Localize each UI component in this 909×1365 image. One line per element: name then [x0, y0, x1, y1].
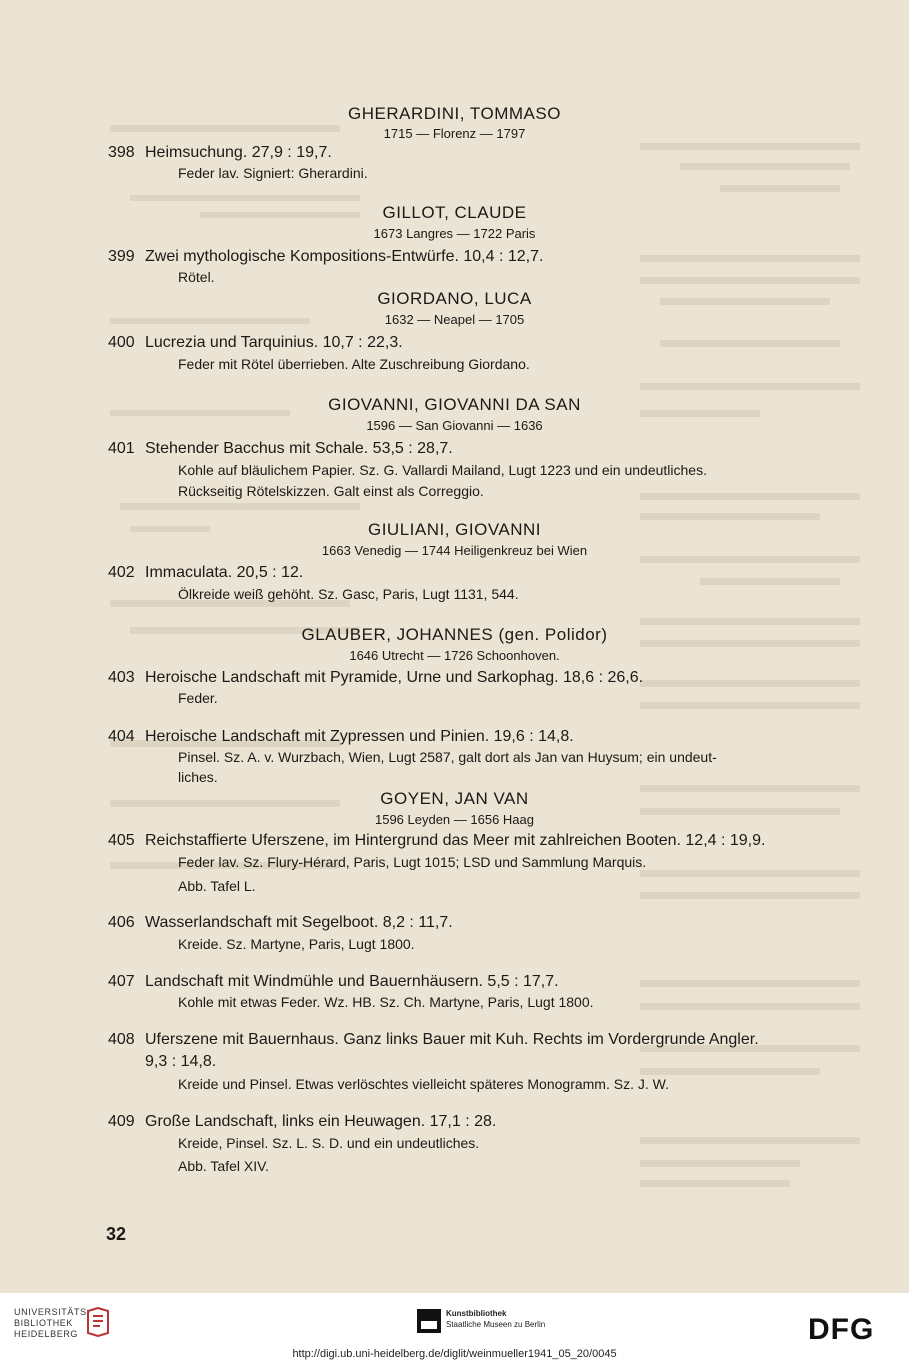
- catalog-lot-continuation: [0, 1052, 909, 1072]
- lot-description: Ölkreide weiß gehöht. Sz. Gasc, Paris, Lugt 1131, 544.: [178, 586, 519, 602]
- artist-heading: GIULIANI, GIOVANNI: [367, 520, 542, 539]
- page-number: 32: [106, 1224, 127, 1244]
- artist-dates: 1715 — Florenz — 1797: [383, 126, 526, 141]
- lot-number: 407: [108, 973, 135, 990]
- lot-title: Immaculata. 20,5 : 12.: [145, 564, 304, 581]
- lot-title: Lucrezia und Tarquinius. 10,7 : 22,3.: [145, 334, 403, 351]
- lot-description: Abb. Tafel L.: [178, 878, 256, 894]
- lot-number: 404: [108, 728, 135, 745]
- lot-description: Kohle auf bläulichem Papier. Sz. G. Vallardi Mailand, Lugt 1223 und ein undeutliches.: [178, 462, 707, 478]
- lot-title: Landschaft mit Windmühle und Bauernhäusern. 5,5 : 17,7.: [145, 973, 559, 990]
- lot-title: Heimsuchung. 27,9 : 19,7.: [145, 144, 332, 161]
- lot-title: Uferszene mit Bauernhaus. Ganz links Bauer mit Kuh. Rechts im Vordergrunde Angler.: [145, 1031, 759, 1048]
- catalog-lot: [0, 972, 909, 992]
- catalog-lot: [0, 143, 909, 163]
- lot-description: Kreide und Pinsel. Etwas verlöschtes vielleicht späteres Monogramm. Sz. J. W.: [178, 1076, 669, 1092]
- lot-description: liches.: [178, 769, 218, 785]
- kb-title: Kunstbibliothek: [446, 1309, 507, 1318]
- catalog-lot: [0, 1112, 909, 1132]
- lot-description: Feder.: [178, 690, 218, 706]
- page-url[interactable]: http://digi.ub.uni-heidelberg.de/diglit/weinmueller1941_05_20/0045: [292, 1348, 617, 1360]
- artist-dates: 1663 Venedig — 1744 Heiligenkreuz bei Wien: [321, 543, 588, 558]
- library-name[interactable]: [14, 1307, 90, 1340]
- footer-bar: [0, 1293, 909, 1365]
- lot-number: 399: [108, 248, 135, 265]
- artist-dates: 1632 — Neapel — 1705: [384, 312, 525, 327]
- lot-number: 400: [108, 334, 135, 351]
- catalog-lot: [0, 913, 909, 933]
- catalog-lot: [0, 247, 909, 267]
- lot-description: Pinsel. Sz. A. v. Wurzbach, Wien, Lugt 2587, galt dort als Jan van Huysum; ein undeut-: [178, 749, 717, 765]
- library-name-line: UNIVERSITÄTS-: [14, 1307, 91, 1317]
- catalog-lot: [0, 668, 909, 688]
- catalog-lot: [0, 727, 909, 747]
- library-name-line: BIBLIOTHEK: [14, 1318, 74, 1328]
- lot-title: Heroische Landschaft mit Zypressen und Pinien. 19,6 : 14,8.: [145, 728, 574, 745]
- artist-heading: GLAUBER, JOHANNES (gen. Polidor): [301, 625, 608, 644]
- lot-title: Wasserlandschaft mit Segelboot. 8,2 : 11,7.: [145, 914, 453, 931]
- catalog-lot: [0, 1030, 909, 1050]
- lot-title: Stehender Bacchus mit Schale. 53,5 : 28,7.: [145, 440, 453, 457]
- lot-description: Kreide. Sz. Martyne, Paris, Lugt 1800.: [178, 936, 415, 952]
- lot-title: Große Landschaft, links ein Heuwagen. 17,1 : 28.: [145, 1113, 497, 1130]
- lot-title: Zwei mythologische Kompositions-Entwürfe. 10,4 : 12,7.: [145, 248, 544, 265]
- lot-number: 408: [108, 1031, 135, 1048]
- library-name-line: HEIDELBERG: [14, 1329, 79, 1339]
- artist-heading: GILLOT, CLAUDE: [382, 203, 527, 222]
- artist-dates: 1673 Langres — 1722 Paris: [373, 226, 536, 241]
- lot-title: Heroische Landschaft mit Pyramide, Urne und Sarkophag. 18,6 : 26,6.: [145, 669, 644, 686]
- catalog-lot: [0, 439, 909, 459]
- lot-number: 405: [108, 832, 135, 849]
- lot-number: 403: [108, 669, 135, 686]
- kunstbibliothek-label[interactable]: [446, 1308, 545, 1330]
- artist-heading: GOYEN, JAN VAN: [380, 789, 529, 808]
- catalog-lot: [0, 831, 909, 851]
- lot-title: Reichstaffierte Uferszene, im Hintergrund das Meer mit zahlreichen Booten. 12,4 : 19,9.: [145, 832, 766, 849]
- lot-description: Rötel.: [178, 269, 215, 285]
- lot-description: Feder lav. Sz. Flury-Hérard, Paris, Lugt 1015; LSD und Sammlung Marquis.: [178, 854, 647, 870]
- artist-heading: GHERARDINI, TOMMASO: [348, 104, 561, 123]
- lot-title-continuation: 9,3 : 14,8.: [145, 1053, 217, 1070]
- lot-number: 398: [108, 144, 135, 161]
- dfg-logo[interactable]: DFG: [808, 1313, 875, 1346]
- lot-description: Kohle mit etwas Feder. Wz. HB. Sz. Ch. Martyne, Paris, Lugt 1800.: [178, 994, 594, 1010]
- lot-number: 409: [108, 1113, 135, 1130]
- kunstbibliothek-logo-icon[interactable]: [417, 1309, 441, 1333]
- lot-number: 402: [108, 564, 135, 581]
- artist-heading: GIOVANNI, GIOVANNI DA SAN: [328, 395, 581, 414]
- catalog-lot: [0, 563, 909, 583]
- kb-subtitle: Staatliche Museen zu Berlin: [446, 1320, 546, 1329]
- library-logo-icon[interactable]: [84, 1307, 110, 1337]
- lot-number: 406: [108, 914, 135, 931]
- lot-description: Kreide, Pinsel. Sz. L. S. D. und ein undeutliches.: [178, 1135, 480, 1151]
- lot-description: Abb. Tafel XIV.: [178, 1158, 270, 1174]
- artist-dates: 1596 Leyden — 1656 Haag: [374, 812, 534, 827]
- artist-dates: 1596 — San Giovanni — 1636: [366, 418, 543, 433]
- artist-heading: GIORDANO, LUCA: [377, 289, 532, 308]
- artist-dates: 1646 Utrecht — 1726 Schoonhoven.: [349, 648, 560, 663]
- catalog-lot: [0, 333, 909, 353]
- lot-description: Feder lav. Signiert: Gherardini.: [178, 165, 368, 181]
- lot-description: Rückseitig Rötelskizzen. Galt einst als Correggio.: [178, 483, 484, 499]
- lot-number: 401: [108, 440, 135, 457]
- lot-description: Feder mit Rötel überrieben. Alte Zuschreibung Giordano.: [178, 356, 530, 372]
